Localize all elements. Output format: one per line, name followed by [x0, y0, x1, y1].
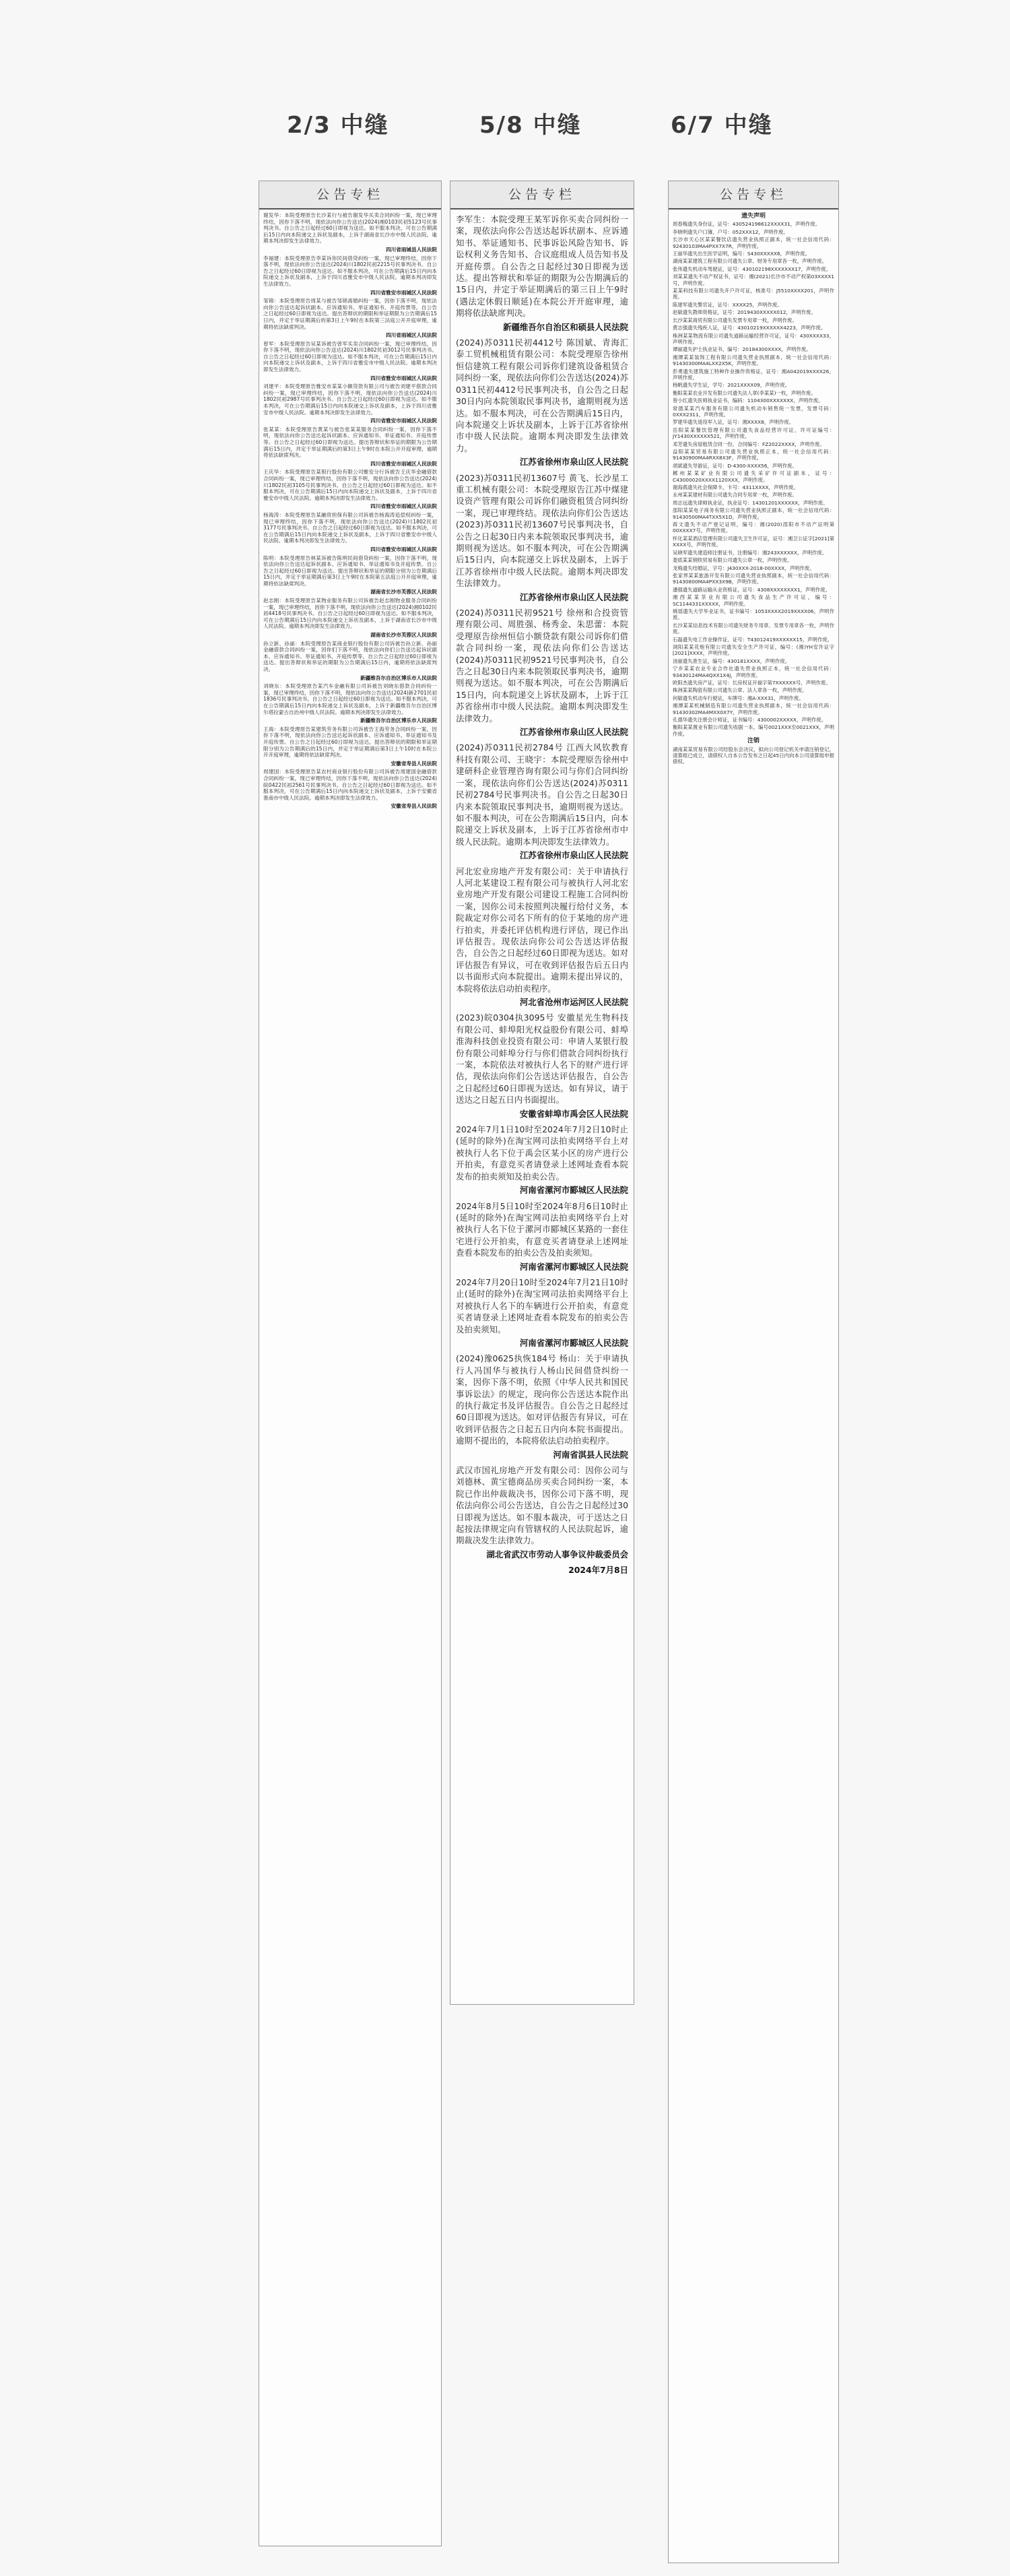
court-name: 河北省沧州市运河区人民法院: [519, 997, 628, 1007]
list-item: 邓芳遗失房屋租赁合同一份，合同编号：FZ2022XXXX，声明作废。: [673, 441, 825, 447]
court-name: 四川省雅安市雨城区人民法院: [370, 375, 437, 381]
list-item: 黄志强遗失残疾人证，证号：43010219XXXXXX4223，声明作废。: [673, 325, 826, 331]
list-item: 胡斌遗失导游证，证号：D-4300-XXXX56，声明作废。: [673, 462, 797, 469]
list-item: 某某科技有限公司遗失开户许可证，核准号：J5510XXXX201，声明作废。: [673, 288, 834, 300]
notice-text: 李福建：本院受理原告李某诉你民间借贷纠纷一案，现已审理终结，因你下落不明，现依法向你公告送达(2024)川1802民初2215号民事判决书。自公告之日起经过60日即视为送达。如不服本判决，可在公告期满后15日内向本院递交上诉状及副本，上诉于四川省雅安市中级人民法院。逾期本判决即发生法律效力。: [263, 255, 437, 287]
notice-text: 李军生：本院受理王某军诉你买卖合同纠纷一案，现依法向你公告送达起诉状副本、应诉通知书、举证通知书、民事诉讼风险告知书、诉讼权利义务告知书、合议庭组成人员告知书及开庭传票。自公告之日起经过30日即视为送达。提出答辩状和举证的期限为公告期满后的15日内，并定于举证期满后的第三日上午9时(遇法定休假日顺延)在本院公开开庭审理，逾期将依法缺席判决。: [456, 214, 628, 319]
court-name: 湖北省武汉市劳动人事争议仲裁委员会: [486, 1549, 628, 1559]
notice-text: 谢发华：本院受理原告长沙某行与被告谢发华买卖合同纠纷一案，现已审理终结，因你下落不明，现依法向你公告送达(2024)湘0103民初5123号民事判决书。自公告之日起经过60日即视为送达。如不服本判决，可在公告期满后15日内向本院递交上诉状及副本，上诉于湖南省长沙市中级人民法院。逾期本判决即发生法律效力。: [263, 212, 437, 245]
court-name: 河南省漯河市郾城区人民法院: [519, 1261, 628, 1272]
list-item: 湘西某某茶业有限公司遗失食品生产许可证，编号：SC1144331XXXXX，声明作废。: [673, 594, 834, 607]
list-item: 谢海燕遗失社会保障卡，卡号：4311XXXX，声明作废。: [673, 484, 799, 491]
court-name: 河南省漯河市郾城区人民法院: [519, 1185, 628, 1196]
list-item: 石磊遗失电工作业操作证，证号：T43012419XXXXXX15，声明作废。: [673, 636, 833, 643]
column-body: [669, 210, 838, 2556]
list-item: 怀化某某酒店管理有限公司遗失卫生许可证，证号：湘卫公证字[2021]第XXXX号，声明作废。: [673, 535, 834, 548]
notice-column-2: [450, 181, 634, 2005]
notice-text: 王庆华：本院受理原告某银行股份有限公司雅安分行诉被告王庆华金融借款合同纠纷一案，现已审理终结，因你下落不明，现依法向你公告送达(2024)川1802民初3105号民事判决书。自公告之日起经过60日即视为送达。如不服本判决，可在公告期满后15日内向本院递交上诉状及副本，上诉于四川省雅安市中级人民法院。逾期本判决即发生法律效力。: [263, 469, 437, 501]
list-item: 王丽华遗失出生医学证明，编号：S430XXXXX6，声明作废。: [673, 251, 811, 257]
list-item: 株洲某某物流有限公司遗失道路运输经营许可证，证号：430XXXX33，声明作废。: [673, 332, 834, 345]
notice-text: 河北宏业房地产开发有限公司：关于申请执行人河北某建设工程有限公司与被执行人河北宏业房地产开发有限公司建设工程施工合同纠纷一案，因你公司未按照判决履行给付义务，本院裁定对你公司名下所有的位于某地的房产进行拍卖，并委托评估机构进行评估，现已作出评估报告。现依法向你公司公告送达评估报告，自公告之日起经过60日即视为送达。如对评估报告有异议，可在收到评估报告后五日内以书面形式向本院提出。逾期未提出异议的，本院将依法启动拍卖程序。: [456, 866, 628, 994]
list-item: 姚瑶遗失大学毕业证书，证书编号：1053XXXX2019XXXX06，声明作废。: [673, 608, 834, 621]
court-name: 安徽省寿县人民法院: [391, 803, 437, 810]
list-item: 杨帆遗失学生证，学号：2021XXXX09，声明作废。: [673, 382, 790, 389]
court-name: 江苏省徐州市泉山区人民法院: [519, 850, 628, 861]
list-item: 周春梅遗失身份证，证号：430524198612XXXX31，声明作废。: [673, 221, 821, 228]
notice-column-3: [668, 181, 839, 2563]
court-name: 江苏省徐州市泉山区人民法院: [519, 727, 628, 738]
court-name: 河南省淇县人民法院: [553, 1449, 628, 1460]
court-name: 四川省雅安市雨城区人民法院: [370, 546, 437, 552]
list-item: 罗建华遗失退役军人证，证号：湘XXXX8，声明作废。: [673, 419, 795, 426]
section-heading: 遗失声明: [741, 213, 766, 220]
section-heading: 注销: [747, 738, 760, 745]
notice-text: 陈明：本院受理原告林某诉被告陈明民间借贷纠纷一案，因你下落不明，现依法向你公告送达起诉状副本、应诉通知书、举证通知书及开庭传票。自公告之日起经过60日即视为送达。提出答辩状和举证的期限分别为公告期满后15日内，并定于举证期满后第3日上午9时在本院第五法庭公开开庭审理，逾期将依法缺席判决。: [263, 554, 437, 587]
notice-column-1: [259, 181, 442, 2546]
notice-text: 武汉市国礼房地产开发有限公司：因你公司与刘德林、黄宝德商品房买卖合同纠纷一案，本院已作出仲裁裁决书，因你公司下落不明，现依法向你公司公告送达，自公告之日起经过30日即视为送达。如不服本裁决，可于送达之日起按法律规定向有管辖权的人民法院起诉，逾期裁决发生法律效力。: [456, 1465, 628, 1546]
label-col2: 5/8 中缝: [479, 112, 582, 139]
list-item: 蒋文遗失不动产登记证明，编号：湘(2020)邵阳市不动产证明第00XXXX7号，声明作废。: [673, 521, 834, 534]
court-name: 安徽省蚌埠市禹会区人民法院: [519, 1108, 628, 1119]
list-item: 湘潭某某装饰工程有限公司遗失营业执照副本，统一社会信用代码：91430300MA4LXX2X5K，声明作废。: [673, 354, 834, 367]
court-name: 新疆维吾尔自治区博乐市人民法院: [360, 717, 437, 724]
court-name: 新疆维吾尔自治区博乐市人民法院: [360, 674, 437, 681]
court-name: 湖南省长沙市芙蓉区人民法院: [370, 589, 437, 595]
notice-text: (2023)皖0304执3095号 安徽星光生物科技有限公司、蚌埠阳光权益股份有限公司、蚌埠淮海科技创业投资有限公司：申请人某银行股份有限公司蚌埠分行与你们借款合同纠纷执行一案，本院依法对被执行人名下的财产进行评估，现依法向你们公告送达评估报告，自公告之日起经过60日即视为送达。如有异议，请于送达之日起五日内书面提出。: [456, 1012, 628, 1105]
list-item: 李晓明遗失户口簿，户号：052XXX12，声明作废。: [673, 228, 788, 235]
court-name: 江苏省徐州市泉山区人民法院: [519, 457, 628, 468]
list-item: 汤丽遗失准生证，编号：430181XXXX，声明作废。: [673, 657, 790, 664]
court-name: 四川省雅安市雨城区人民法院: [370, 289, 437, 296]
list-item: 娄底某某钢铁贸易有限公司遗失公章一枚，声明作废。: [673, 557, 793, 564]
court-name: 四川省雅安市雨城区人民法院: [370, 503, 437, 510]
label-col3: 6/7 中缝: [671, 112, 773, 139]
notice-text: 2024年7月20日10时至2024年7月21日10时止(延时的除外)在淘宝网司法拍卖网络平台上对被执行人名下的车辆进行公开拍卖，有意竞买者请登录上述网址查看本院发布的拍卖公告及拍卖须知。: [456, 1277, 628, 1334]
list-item: 长沙某某信息技术有限公司遗失财务专用章、发票专用章各一枚，声明作废。: [673, 622, 834, 635]
list-item: 张家界某某旅游开发有限公司遗失营业执照副本，统一社会信用代码：91430800MA4PXX3X9B，声明作废。: [673, 572, 834, 585]
notice-text: 刘建平：本院受理原告雅安市某某小额贷款有限公司与被告刘建平借款合同纠纷一案，现已审理终结，因你下落不明，现依法向你公告送达(2024)川1802民初2987号民事判决书。自公告之日起经过60日即视为送达。如不服本判决，可在公告期满后15日内向本院递交上诉状及副本，上诉于四川省雅安市中级人民法院。逾期本判决即发生法律效力。: [263, 383, 437, 416]
notice-text: (2024)苏0311民初2784号 江西大风钦教育科技有限公司、王晓宇：本院受理原告徐州中建研科企业管理咨询有限公司与你们合同纠纷一案，现依法向你们公告送达(2024)苏0311民初2784号民事判决书。自公告之日起30日内来本院领取民事判决书，逾期则视为送达。如不服本判决，可在公告期满后15日内，向本院递交上诉状及副本，上诉于江苏省徐州市中级人民法院。逾期本判决即发生法律效力。: [456, 742, 628, 847]
list-item: 欧阳杰遗失房产证，证号：长房权证开福字第7XXXXXX号，声明作废。: [673, 680, 831, 686]
notice-text: 刘晓东：本院受理原告某汽车金融有限公司诉被告刘晓东借款合同纠纷一案，现已审理终结，因你下落不明，现依法向你公告送达(2024)新2701民初1836号民事判决书。自公告之日起经过60日即视为送达。如不服本判决，可在公告期满后15日内向本院递交上诉状及副本，上诉于新疆维吾尔自治区博尔塔拉蒙古自治州中级人民法院。逾期本判决即发生法律效力。: [263, 683, 437, 715]
notice-text: 曾军：本院受理原告吴某诉被告曾军买卖合同纠纷一案，现已审理终结，因你下落不明，现依法向你公告送达(2024)川1802民初3012号民事判决书。自公告之日起经过60日即视为送达。如不服本判决，可在公告期满后15日内向本院递交上诉状及副本，上诉于四川省雅安市中级人民法院。逾期本判决即发生法律效力。: [263, 340, 437, 373]
list-item: 衡阳某某置业有限公司遗失收据一本，编号0021XXX至0021XXX，声明作废。: [673, 724, 834, 737]
list-item: 陈建军遗失警官证，证号：XXXX25，声明作废。: [673, 301, 782, 308]
list-item: 湖南某某贸易有限公司经股东会决议，拟向公司登记机关申请注销登记，清算组已成立，请债权人自本公告发布之日起45日内向本公司清算组申报债权。: [673, 746, 834, 765]
list-item: 湖南某某建筑工程有限公司遗失公章、财务专用章各一枚，声明作废。: [673, 258, 828, 265]
list-item: 彭勇遗失建筑施工特种作业操作资格证，证号：湘A042019XXXX26，声明作废。: [673, 368, 834, 381]
list-item: 张伟遗失机动车驾驶证，证号：430102198XXXXXXX17，声明作废。: [673, 265, 831, 272]
list-item: 宁乡某某农业专业合作社遗失营业执照正本，统一社会信用代码：93430124MA4QXX1X4J，声明作废。: [673, 666, 834, 678]
notice-date: 2024年7月8日: [568, 1565, 628, 1576]
column-body: [259, 210, 441, 2539]
list-item: 浏阳某某花炮有限公司遗失安全生产许可证，编号：(湘)YH安许证字[2021]XXXX，声明作废。: [673, 643, 834, 657]
column-header: 公告专栏: [450, 181, 634, 210]
notice-text: (2023)苏0311民初13607号 黄飞、长沙星工重工机械有限公司：本院受理原告江苏中煤建设资产管理有限公司诉你们融资租赁合同纠纷一案，现已审理终结。现依法向你们公告送达(2023)苏0311民初13607号民事判决书，自公告之日起30日内来本院领取民事判决书，逾期则视为送达。如不服本判决，可在公告期满后15日内，向本院递交上诉状及副本，上诉于江苏省徐州市中级人民法院。逾期本判决即发生法律效力。: [456, 472, 628, 589]
list-item: 株洲某某陶瓷有限公司遗失公章、法人章各一枚，声明作废。: [673, 687, 807, 694]
court-name: 江苏省徐州市泉山区人民法院: [519, 591, 628, 602]
court-name: 四川省雅安市雨城区人民法院: [370, 460, 437, 467]
list-item: 赵敏遗失教师资格证，证号：2019430XXXXX012，声明作废。: [673, 309, 816, 316]
list-item: 益阳某某贸易有限公司遗失营业执照正本，统一社会信用代码：91430900MA4RXX8X3F，声明作废。: [673, 449, 834, 461]
notice-text: (2024)苏0311民初9521号 徐州和合投资管理有限公司、周胜强、杨秀金、朱思蕾：本院受理原告徐州恒信小额贷款有限公司诉你们借款合同纠纷一案，现依法向你们公告送达(2024)苏0311民初9521号民事判决书，自公告之日起30日内来本院领取民事判决书，逾期则视为送达。如不服本判决，可在公告期满后15日内，向本院递交上诉状及副本，上诉于江苏省徐州市中级人民法院。逾期本判决即发生法律效力。: [456, 608, 628, 723]
list-item: 衡阳某某农业开发有限公司遗失法人章(李某某)一枚，声明作废。: [673, 389, 816, 396]
list-item: 常德某某汽车服务有限公司遗失机动车销售统一发票，发票号码：0XXX2311，声明作废。: [673, 405, 834, 418]
notice-text: 周建国：本院受理原告某农村商业银行股份有限公司诉被告周建国金融借款合同纠纷一案，现已审理终结，因你下落不明，现依法向你公告送达(2024)皖0422民初2561号民事判决书。自公告之日起经过60日即视为送达。如不服本判决，可在公告期满后15日内向本院递交上诉状及副本，上诉于安徽省淮南市中级人民法院。逾期本判决即发生法律效力。: [263, 769, 437, 801]
notice-text: (2024)豫0625执恢184号 杨山：关于申请执行人冯国华与被执行人杨山民间借贷纠纷一案，因你下落不明，依照《中华人民共和国民事诉讼法》的规定，现向你公告送达本院作出的执行裁定书及评估报告。自公告之日起经过60日即视为送达。如对评估报告有异议，可在收到评估报告之日起五日内向本院书面提出。逾期不提出的，本院将依法启动拍卖程序。: [456, 1353, 628, 1446]
notice-text: (2024)苏0311民初4412号 陈国斌、青海汇泰工贸机械租赁有限公司：本院受理原告徐州恒信建筑工程有限公司诉你们建筑设备租赁合同纠纷一案，现依法向你们公告送达(2024)苏0311民初4412号民事判决书，自公告之日起30日内向本院领取民事判决书，逾期则视为送达。如不服本判决，可在公告期满后15日内，向本院递交上诉状及副本，上诉于江苏省徐州市中级人民法院。逾期本判决即发生法律效力。: [456, 337, 628, 453]
list-item: 永州某某建材有限公司遗失合同专用章一枚，声明作废。: [673, 492, 797, 498]
court-name: 四川省雅安市雨城区人民法院: [370, 418, 437, 424]
list-item: 长沙某某商贸有限公司遗失发票专用章一枚，声明作废。: [673, 317, 797, 323]
notice-text: 王海：本院受理原告某建筑劳务有限公司诉被告王海劳务合同纠纷一案，因你下落不明，现依法向你公告送达起诉状副本、应诉通知书、举证通知书及开庭传票。自公告之日起经过60日即视为送达。提出答辩状的期限和举证期限分别为公告期满后的15日内，并定于举证期满后第3日上午10时在本院公开开庭审理，逾期将依法缺席判决。: [263, 726, 437, 759]
court-name: 湖南省长沙市芙蓉区人民法院: [370, 632, 437, 639]
list-item: 湘潭某某机械制造有限公司遗失营业执照副本，统一社会信用代码：91430302MA4MXX0X7Y，声明作废。: [673, 703, 834, 715]
list-item: 孔德华遗失注册会计师证，证书编号：4300002XXXXX，声明作废。: [673, 717, 827, 723]
list-item: 曾小红遗失医师执业证书，编码：1104300XXXXXXX，声明作废。: [673, 397, 823, 404]
court-name: 四川省雨城区人民法院: [386, 332, 437, 339]
label-col1: 2/3 中缝: [287, 112, 389, 139]
notice-text: 2024年7月1日10时至2024年7月2日10时止(延时的除外)在淘宝网司法拍卖网络平台上对被执行人名下位于禹会区某小区的房产进行公开拍卖，有意竞买者请登录上述网址查看本院发布的拍卖须知及拍卖公告。: [456, 1124, 628, 1182]
notice-text: 赵志刚：本院受理原告某物业服务有限公司诉被告赵志刚物业服务合同纠纷一案，现已审理终结，因你下落不明，现依法向你公告送达(2024)湘0102民初4418号民事判决书。自公告之日起经过60日即视为送达。如不服本判决，可在公告期满后15日内向本院递交上诉状及副本，上诉于湖南省长沙市中级人民法院。逾期本判决即发生法律效力。: [263, 598, 437, 630]
column-header: 公告专栏: [669, 181, 838, 210]
column-body: [450, 210, 634, 1996]
list-item: 郴州某某矿业有限公司遗失采矿许可证副本，证号：C43000020XXXX1120XXX，声明作废。: [673, 470, 834, 483]
list-item: 周志远遗失律师执业证，执业证号：14301201XXXXXX，声明作废。: [673, 499, 828, 506]
list-item: 刘某某遗失不动产权证书，证号：湘(2021)长沙市不动产权第03XXXX1号，声明作废。: [673, 273, 834, 286]
notice-text: 邹锦：本院受理原告周某与被告邹锦离婚纠纷一案，因你下落不明，现依法向你公告送达起诉状副本、应诉通知书、举证通知书、开庭传票等，自公告之日起经过60日即视为送达。提出答辩状的期限和举证期限为公告期满后15日内，并定于举证期满后的第3日上午9时在本院第三法庭公开开庭审理，逾期将依法缺席判决。: [263, 298, 437, 330]
court-name: 河南省漯河市郾城区人民法院: [519, 1337, 628, 1348]
list-item: 长沙市天心区某某餐饮店遗失营业执照正副本，统一社会信用代码：92430103MA4PXX7X7R，声明作废。: [673, 236, 834, 249]
notice-text: 张某某：本院受理原告黄某与被告张某某服务合同纠纷一案，因你下落不明，现依法向你公告送达起诉状副本、应诉通知书、举证通知书、开庭传票等。自公告之日起经过60日即视为送达。提出答辩状和举证的期限为公告期满后15日内，并定于举证期满后的第3日上午9时在本院公开开庭审理，逾期将依法缺席判决。: [263, 426, 437, 459]
list-item: 岳阳某某餐饮管理有限公司遗失食品经营许可证，许可证编号：JY1430XXXXXX521，声明作废。: [673, 426, 834, 440]
list-item: 邵阳某某电子商务有限公司遗失营业执照正副本，统一社会信用代码：91430500MA4TXX5X1D，声明作废。: [673, 507, 834, 520]
court-name: 安徽省寿县人民法院: [391, 760, 437, 767]
list-item: 龙梅遗失结婚证，字号：J430XXX-2018-00XXXX，声明作废。: [673, 565, 815, 571]
list-item: 何敏遗失机动车行驶证，车牌号：湘A·XXX31，声明作废。: [673, 695, 804, 701]
notice-text: 2024年8月5日10时至2024年8月6日10时止(延时的除外)在淘宝网司法拍卖网络平台上对被执行人名下位于漯河市郾城区某路的一套住宅进行公开拍卖，有意竞买者请登录上述网址查看本院发布的拍卖公告及拍卖须知。: [456, 1200, 628, 1258]
list-item: 吴晓军遗失建造师注册证书，注册编号：湘243XXXXXX，声明作废。: [673, 549, 828, 556]
column-header: 公告专栏: [259, 181, 441, 210]
court-name: 新疆维吾尔自治区和硕县人民法院: [503, 321, 628, 332]
court-name: 四川省雨城县人民法院: [386, 246, 437, 253]
list-item: 谭丽遗失护士执业证书，编号：20184300XXXX，声明作废。: [673, 346, 811, 353]
notice-text: 杨海涛：本院受理原告某融资担保有限公司诉被告杨海涛追偿权纠纷一案，现已审理终结，因你下落不明，现依法向你公告送达(2024)川1802民初3177号民事判决书。自公告之日起经过60日即视为送达。如不服本判决，可在公告期满后15日内向本院递交上诉状及副本，上诉于四川省雅安市中级人民法院。逾期本判决即发生法律效力。: [263, 511, 437, 544]
notice-text: 孙立新、孙丽：本院受理原告某商业银行股份有限公司诉被告孙立新、孙丽金融借款合同纠纷一案，因你们下落不明，现依法向你们公告送达起诉状副本、应诉通知书、举证通知书、开庭传票等。自公告之日起经过60日即视为送达。提出答辩状和举证的期限为公告期满后15日内，逾期将依法缺席判决。: [263, 640, 437, 672]
list-item: 潘强遗失道路运输从业资格证，证号：4308XXXXXXXX1，声明作废。: [673, 586, 831, 593]
